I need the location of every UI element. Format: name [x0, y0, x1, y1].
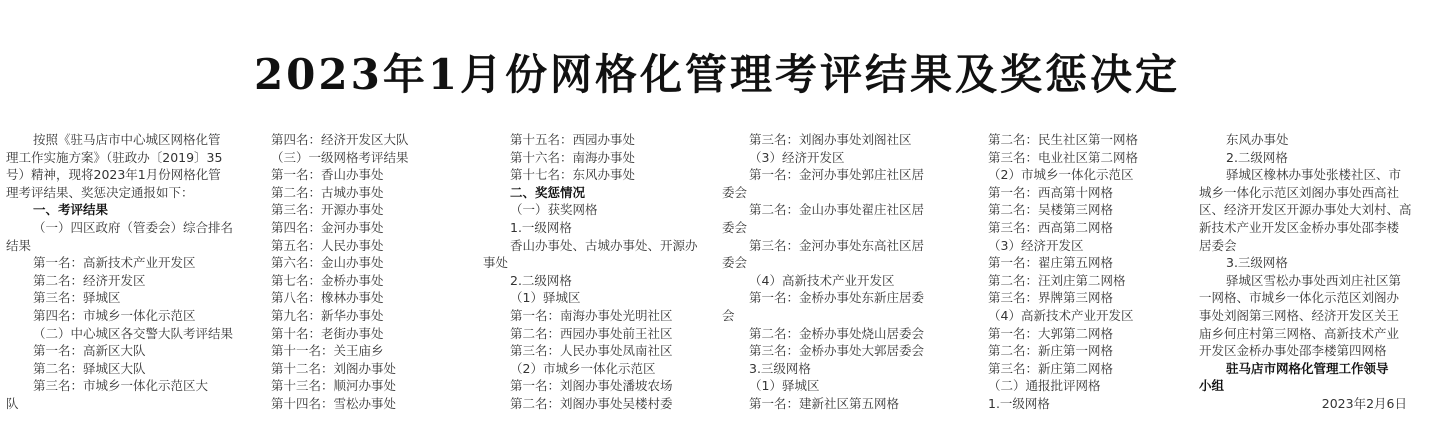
text-line: 开发区金桥办事处邵李楼第四网格 — [1199, 343, 1387, 359]
text-line: 第一名：高新技术产业开发区 — [33, 255, 196, 271]
text-line: （1）驿城区 — [510, 290, 581, 306]
text-line: 东风办事处 — [1226, 132, 1289, 147]
text-column-5 — [988, 131, 1188, 413]
text-line: 第五名：人民办事处 — [271, 237, 384, 253]
text-line: 3.三级网格 — [749, 360, 811, 376]
text-line: 一网格、市城乡一体化示范区刘阁办 — [1199, 290, 1400, 306]
text-line: 第二名：汪刘庄第二网格 — [988, 272, 1126, 288]
text-line: 第一名：高新区大队 — [33, 343, 146, 359]
text-line: 居委会 — [1199, 237, 1237, 253]
text-line: （一）四区政府（管委会）综合排名 — [33, 219, 234, 235]
text-line: 第三名：新庄第二网格 — [988, 360, 1114, 376]
text-line: （1）驿城区 — [749, 378, 820, 394]
text-line: 按照《驻马店市中心城区网格化管 — [33, 132, 221, 147]
text-line: 第一名：金桥办事处东新庄居委 — [749, 290, 925, 306]
text-line: 号）精神，现将2023年1月份网格化管 — [6, 167, 221, 183]
text-column-2 — [271, 131, 476, 413]
article-title: 2023年1月份网格化管理考评结果及奖惩决定 — [253, 50, 1181, 99]
text-line: 第三名：人民办事处凤南社区 — [510, 343, 673, 359]
text-line: （二）中心城区各交警大队考评结果 — [33, 325, 234, 341]
text-line: 庙乡何庄村第三网格、高新技术产业 — [1199, 325, 1400, 341]
text-line: 第三名：界牌第三网格 — [988, 290, 1114, 306]
text-line: 委会 — [722, 219, 748, 235]
text-line: 驿城区橡林办事处张楼社区、市 — [1226, 167, 1402, 183]
text-line: （4）高新技术产业开发区 — [988, 307, 1134, 323]
text-line: 驿城区雪松办事处西刘庄社区第 — [1226, 272, 1402, 288]
text-column-4 — [722, 131, 950, 413]
section-heading: 二、奖惩情况 — [510, 184, 586, 200]
text-line: 第三名：电业社区第二网格 — [988, 149, 1139, 165]
text-line: 第十五名：西园办事处 — [510, 132, 636, 147]
text-line: 第一名：大郭第二网格 — [988, 325, 1114, 341]
text-line: （2）市城乡一体化示范区 — [510, 360, 656, 376]
text-line: 1.一级网格 — [988, 395, 1050, 411]
section-heading: 一、考评结果 — [33, 202, 109, 218]
text-line: 委会 — [722, 255, 748, 271]
text-line: （2）市城乡一体化示范区 — [988, 167, 1134, 183]
text-line: 第三名：金河办事处东高社区居 — [749, 237, 925, 253]
text-line: 新技术产业开发区金桥办事处邵李楼 — [1199, 219, 1400, 235]
text-line: 理考评结果、奖惩决定通报如下： — [6, 184, 194, 200]
text-line: 事处 — [483, 255, 509, 271]
text-line: 第一名：西高第十网格 — [988, 184, 1114, 200]
text-line: 队 — [6, 395, 19, 411]
text-line: （一）获奖网格 — [510, 202, 598, 218]
text-line: （3）经济开发区 — [749, 149, 845, 165]
text-line: 城乡一体化示范区刘阁办事处西高社 — [1199, 184, 1400, 200]
text-line: 第八名：橡林办事处 — [271, 290, 384, 306]
text-column-3 — [483, 131, 711, 413]
text-line: 第三名：金桥办事处大郭居委会 — [749, 343, 925, 359]
text-line: 第二名：经济开发区 — [33, 272, 146, 288]
text-line: 第一名：刘阁办事处潘坡农场 — [510, 378, 673, 394]
text-line: 1.一级网格 — [510, 219, 572, 235]
text-line: 第三名：驿城区 — [33, 290, 121, 306]
text-line: 事处刘阁第三网格、经济开发区关王 — [1199, 307, 1400, 323]
text-line: 会 — [722, 307, 735, 323]
text-line: 第二名：驿城区大队 — [33, 360, 146, 376]
text-column-1 — [6, 131, 238, 413]
text-line: 第十三名：顺河办事处 — [271, 378, 397, 394]
text-line: 第三名：开源办事处 — [271, 202, 384, 218]
text-line: 第二名：金山办事处翟庄社区居 — [749, 202, 925, 218]
text-line: 第四名：市城乡一体化示范区 — [33, 307, 196, 323]
text-line: 第二名：刘阁办事处吴楼村委 — [510, 395, 673, 411]
text-line: 第十七名：东风办事处 — [510, 167, 636, 183]
text-line: 第二名：新庄第一网格 — [988, 343, 1114, 359]
text-line: 第二名：古城办事处 — [271, 184, 384, 200]
text-line: 第十一名：关王庙乡 — [271, 343, 384, 359]
signature-organization: 小组 — [1199, 378, 1225, 394]
text-line: 2.二级网格 — [510, 272, 572, 288]
text-line: 第三名：西高第二网格 — [988, 219, 1114, 235]
text-line: （二）通报批评网格 — [988, 378, 1101, 394]
text-line: 第十二名：刘阁办事处 — [271, 360, 397, 376]
text-line: 第十四名：雪松办事处 — [271, 395, 397, 411]
text-line: 第一名：南海办事处光明社区 — [510, 307, 673, 323]
text-line: 第七名：金桥办事处 — [271, 272, 384, 288]
text-line: 区、经济开发区开源办事处大刘村、高 — [1199, 202, 1412, 218]
text-line: 3.三级网格 — [1226, 255, 1288, 271]
text-line: 第二名：西园办事处前王社区 — [510, 325, 673, 341]
text-line: 第四名：金河办事处 — [271, 219, 384, 235]
text-line: 第六名：金山办事处 — [271, 255, 384, 271]
text-line: 理工作实施方案》（驻政办〔2019〕35 — [6, 149, 223, 165]
text-line: （3）经济开发区 — [988, 237, 1084, 253]
text-line: 香山办事处、古城办事处、开源办 — [510, 237, 698, 253]
text-line: （4）高新技术产业开发区 — [749, 272, 895, 288]
text-line: 第二名：金桥办事处烧山居委会 — [749, 325, 925, 341]
text-line: 第三名：刘阁办事处刘阁社区 — [749, 132, 912, 147]
text-column-6 — [1199, 131, 1427, 413]
text-line: 第二名：吴楼第三网格 — [988, 202, 1114, 218]
signature-organization: 驻马店市网格化管理工作领导 — [1226, 360, 1389, 376]
text-line: 第二名：民生社区第一网格 — [988, 132, 1139, 147]
text-line: 委会 — [722, 184, 748, 200]
text-line: 第九名：新华办事处 — [271, 307, 384, 323]
text-line: （三）一级网格考评结果 — [271, 149, 409, 165]
text-line: 第十名：老街办事处 — [271, 325, 384, 341]
text-line: 结果 — [6, 237, 32, 253]
text-line: 2.二级网格 — [1226, 149, 1288, 165]
text-line: 第一名：金河办事处郭庄社区居 — [749, 167, 925, 183]
text-line: 第十六名：南海办事处 — [510, 149, 636, 165]
text-line: 第三名：市城乡一体化示范区大 — [33, 378, 209, 394]
text-line: 第一名：香山办事处 — [271, 167, 384, 183]
signature-date: 2023年2月6日 — [1321, 395, 1407, 411]
text-line: 第四名：经济开发区大队 — [271, 132, 409, 147]
text-line: 第一名：建新社区第五网格 — [749, 395, 900, 411]
text-line: 第一名：翟庄第五网格 — [988, 255, 1114, 271]
